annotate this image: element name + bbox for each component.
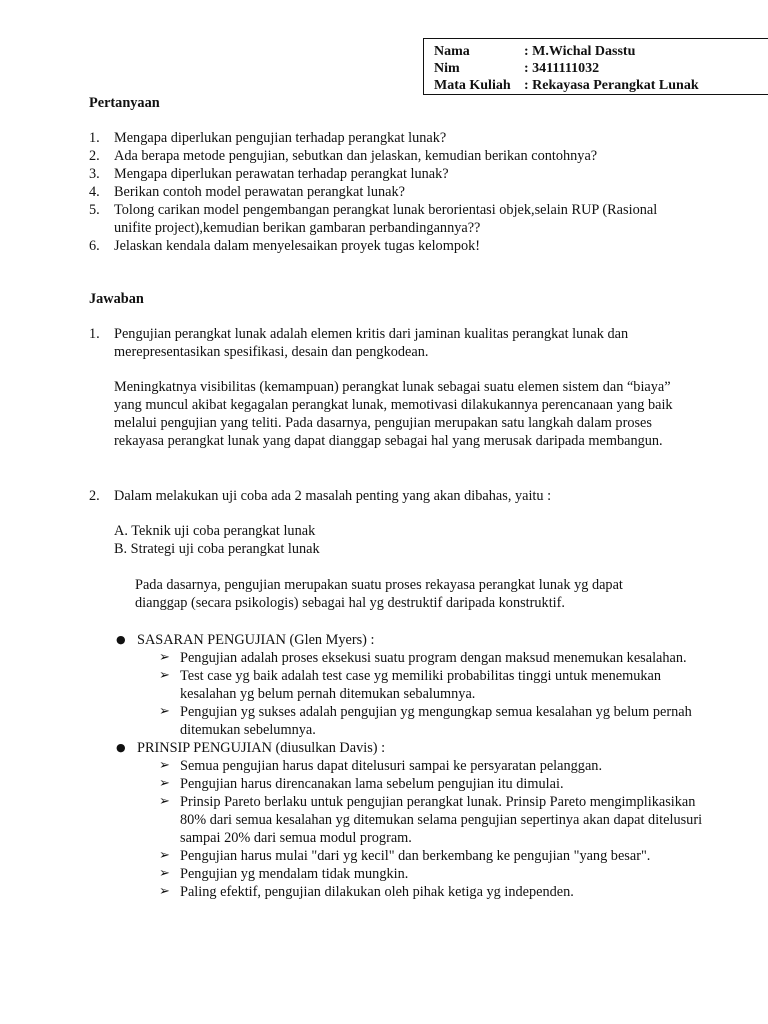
arrow-bullet-icon: ➢ <box>159 776 170 791</box>
prinsip-list <box>114 757 714 901</box>
arrow-bullet-icon: ➢ <box>159 866 170 881</box>
arrow-bullet-icon: ➢ <box>159 884 170 899</box>
question-item: 5. Tolong carikan model pengembangan perangkat lunak berorientasi objek,selain RUP (Rasional unifite project),kemudian berikan gambaran perbandingannya?? <box>89 202 658 236</box>
question-list <box>89 129 689 255</box>
arrow-bullet-icon: ➢ <box>159 758 170 773</box>
sasaran-bullet <box>114 631 714 649</box>
arrow-bullet-icon: ➢ <box>159 668 170 683</box>
info-row-nama <box>434 43 765 60</box>
sasaran-list <box>114 649 714 739</box>
prinsip-item: ➢ Pengujian yg mendalam tidak mungkin. <box>159 866 409 882</box>
prinsip-item: ➢ Pengujian harus direncanakan lama sebelum pengujian itu dimulai. <box>159 776 564 792</box>
pertanyaan-heading: Pertanyaan <box>89 95 160 111</box>
jawaban-heading: Jawaban <box>89 291 144 307</box>
info-row-nim <box>434 60 765 77</box>
answer-1-paragraph-2: Meningkatnya visibilitas (kemampuan) perangkat lunak sebagai suatu elemen sistem dan “biaya” yang muncul akibat kegagalan perangkat lunak, memotivasi dilakukannya perencanaan yang baik melalui pengujian yang teliti. Pada dasarnya, pengujian merupakan satu langkah dalam proses rekayasa perangkat lunak yang dapat dianggap sebagai hal yang merusak daripada membangun. <box>114 379 673 449</box>
sasaran-title: SASARAN PENGUJIAN (Glen Myers) : <box>137 632 375 648</box>
question-item: 6. Jelaskan kendala dalam menyelesaikan proyek tugas kelompok! <box>89 238 481 254</box>
sasaran-pengujian-section <box>114 631 714 901</box>
question-item: 1. Mengapa diperlukan pengujian terhadap perangkat lunak? <box>89 130 447 146</box>
answer-2-number: 2. <box>89 488 100 504</box>
bullet-icon: ● <box>116 633 126 646</box>
prinsip-item: ➢ Semua pengujian harus dapat ditelusuri sampai ke persyaratan pelanggan. <box>159 758 603 774</box>
arrow-bullet-icon: ➢ <box>159 704 170 719</box>
prinsip-item: ➢ Prinsip Pareto berlaku untuk pengujian perangkat lunak. Prinsip Pareto mengimplikasikan 80% dari semua kesalahan yg ditemukan selama pengujian sepertinya akan dapat ditelusuri sampai 20% dari semua modul program. <box>159 794 703 846</box>
mata-kuliah-label: Mata Kuliah <box>434 78 511 93</box>
prinsip-item: ➢ Paling efektif, pengujian dilakukan oleh pihak ketiga yg independen. <box>159 884 574 900</box>
prinsip-bullet <box>114 739 714 757</box>
nama-value: : M.Wichal Dasstu <box>524 44 636 59</box>
nama-label: Nama <box>434 44 470 59</box>
sasaran-item: ➢ Pengujian yg sukses adalah pengujian yg mengungkap semua kesalahan yg belum pernah ditemukan sebelumnya. <box>159 704 692 738</box>
question-item: 3. Mengapa diperlukan perawatan terhadap perangkat lunak? <box>89 166 449 182</box>
answer-2-point-b: B. Strategi uji coba perangkat lunak <box>114 541 320 557</box>
nim-label: Nim <box>434 61 460 76</box>
answer-1-paragraph-1: Pengujian perangkat lunak adalah elemen kritis dari jaminan kualitas perangkat lunak dan merepresentasikan spesifikasi, desain dan pengkodean. <box>114 326 629 360</box>
prinsip-title: PRINSIP PENGUJIAN (diusulkan Davis) : <box>137 740 386 756</box>
prinsip-item: ➢ Pengujian harus mulai "dari yg kecil" dan berkembang ke pengujian "yang besar". <box>159 848 651 864</box>
question-item: 4. Berikan contoh model perawatan perangkat lunak? <box>89 184 405 200</box>
mata-kuliah-value: : Rekayasa Perangkat Lunak <box>524 78 699 93</box>
arrow-bullet-icon: ➢ <box>159 650 170 665</box>
sasaran-item: ➢ Pengujian adalah proses eksekusi suatu program dengan maksud menemukan kesalahan. <box>159 650 687 666</box>
answer-1-number: 1. <box>89 326 100 342</box>
student-info-box <box>423 38 768 95</box>
answer-2-point-a: A. Teknik uji coba perangkat lunak <box>114 523 316 539</box>
arrow-bullet-icon: ➢ <box>159 848 170 863</box>
nim-value: : 3411111032 <box>524 61 600 76</box>
info-row-mata-kuliah <box>434 77 765 94</box>
arrow-bullet-icon: ➢ <box>159 794 170 809</box>
answer-2-intro: Dalam melakukan uji coba ada 2 masalah penting yang akan dibahas, yaitu : <box>114 488 552 504</box>
bullet-icon: ● <box>116 741 126 754</box>
question-item: 2. Ada berapa metode pengujian, sebutkan dan jelaskan, kemudian berikan contohnya? <box>89 148 598 164</box>
answer-2-paragraph: Pada dasarnya, pengujian merupakan suatu proses rekayasa perangkat lunak yg dapat dianggap (secara psikologis) sebagai hal yg destruktif daripada konstruktif. <box>135 577 623 611</box>
sasaran-item: ➢ Test case yg baik adalah test case yg memiliki probabilitas tinggi untuk menemukan kesalahan yg belum pernah ditemukan sebalumnya. <box>159 668 661 702</box>
